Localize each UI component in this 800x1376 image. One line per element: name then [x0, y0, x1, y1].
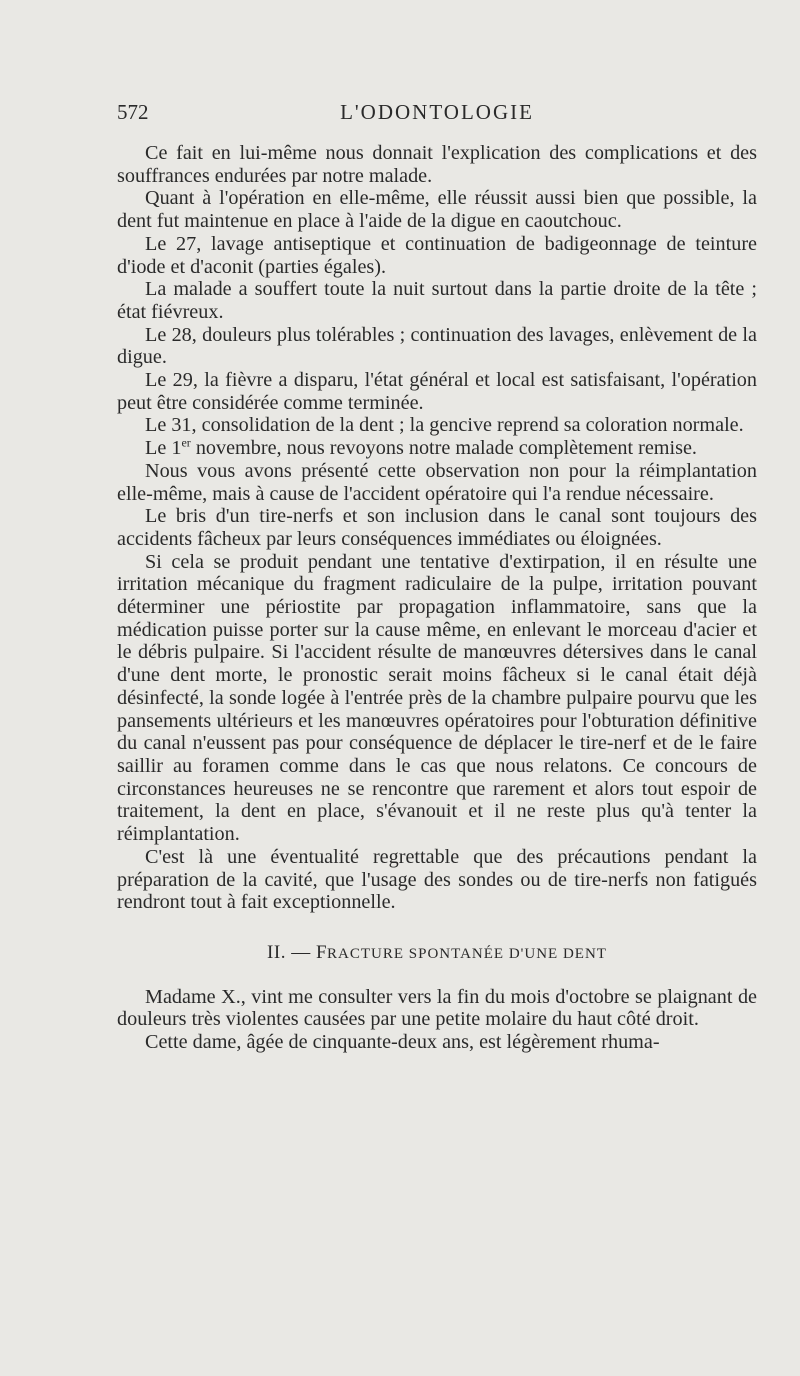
paragraph: Le bris d'un tire-nerfs et son inclusion dans le canal sont toujours des accidents fâcheux par leurs conséquences immédiates ou éloignées. — [117, 505, 757, 550]
paragraph-text: novembre, nous revoyons notre malade complètement remise. — [190, 437, 697, 460]
page-header — [117, 100, 757, 130]
running-title: L'ODONTOLOGIE — [340, 100, 534, 124]
paragraph: Le 29, la fièvre a disparu, l'état général et local est satisfaisant, l'opération peut être considérée comme terminée. — [117, 369, 757, 414]
paragraph: Si cela se produit pendant une tentative d'extirpation, il en résulte une irritation mécanique du fragment radiculaire de la pulpe, irritation pouvant déterminer une périostite par propagation inflammatoire, sans que la médication puisse porter sur la cause même, en enlevant le morceau d'acier et le débris pulpaire. Si l'accident résulte de manœuvres détersives dans le canal d'une dent morte, le pronostic serait moins fâcheux si le canal était déjà désinfecté, la sonde logée à l'entrée près de la chambre pulpaire pourvu que les pansements ultérieurs et les manœuvres opératoires pour l'obturation définitive du canal n'eussent pas pour conséquence de déplacer le tire-nerf et de le faire saillir au foramen comme dans le cas que nous relatons. Ce concours de circonstances heureuses ne se rencontre que rarement et alors tout espoir de traitement, la dent en place, s'évanouit et il ne reste plus qu'à tenter la réimplantation. — [117, 550, 757, 846]
superscript: er — [181, 435, 191, 450]
paragraph: Le 28, douleurs plus tolérables ; continuation des lavages, enlèvement de la digue. — [117, 323, 757, 369]
page-number: 572 — [117, 100, 149, 124]
section-title: RACTURE SPONTANÉE D'UNE DENT — [327, 945, 607, 962]
paragraph — [117, 437, 757, 460]
paragraph: Le 31, consolidation de la dent ; la gencive reprend sa coloration normale. — [145, 414, 744, 437]
paragraph: Quant à l'opération en elle-même, elle réussit aussi bien que possible, la dent fut maintenue en place à l'aide de la digue en caoutchouc. — [117, 187, 757, 233]
paragraph: Madame X., vint me consulter vers la fin du mois d'octobre se plaignant de douleurs très violentes causées par une petite molaire du haut côté droit. — [117, 985, 757, 1031]
paragraph: Ce fait en lui-même nous donnait l'explication des complications et des souffrances endurées par notre malade. — [117, 142, 757, 187]
paragraph: Nous vous avons présenté cette observation non pour la réimplantation elle-même, mais à cause de l'accident opératoire qui l'a rendue nécessaire. — [117, 459, 757, 505]
body-text — [117, 142, 757, 1054]
section-number: II. — F — [267, 941, 328, 963]
paragraph-text: Le 1 — [145, 437, 182, 460]
section-heading — [117, 942, 757, 966]
paragraph: Le 27, lavage antiseptique et continuation de badigeonnage de teinture d'iode et d'aconit (parties égales). — [117, 232, 757, 278]
paragraph: C'est là une éventualité regrettable que des précautions pendant la préparation de la cavité, que l'usage des sondes ou de tire-nerfs non fatigués rendront tout à fait exceptionnelle. — [117, 845, 757, 914]
paragraph: La malade a souffert toute la nuit surtout dans la partie droite de la tête ; état fiévreux. — [117, 278, 757, 323]
paragraph: Cette dame, âgée de cinquante-deux ans, est légèrement rhuma- — [145, 1031, 660, 1054]
